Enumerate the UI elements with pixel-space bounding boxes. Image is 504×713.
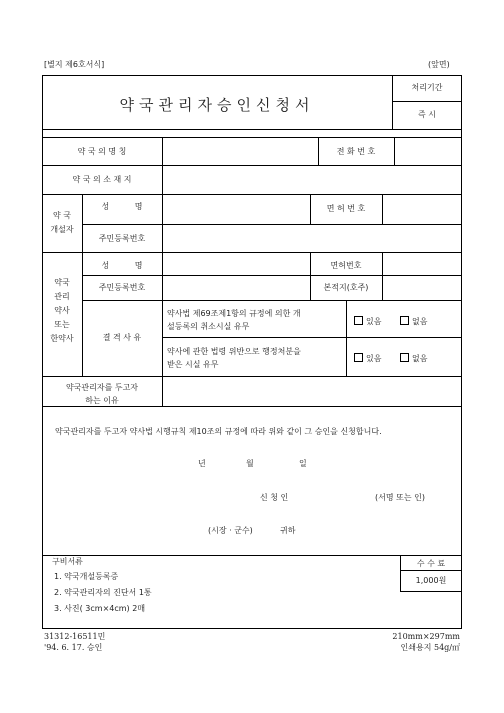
applicant-label: 신 청 인 [260, 493, 289, 502]
disqualification-item-1: 약사법 제69조제1항의 규정에 의한 개 설등록의 취소시실 유무 [167, 309, 301, 331]
manager-resident-field[interactable] [163, 276, 309, 299]
fee-value: 1,000원 [415, 576, 447, 585]
disq1-yes-option[interactable]: 있음 [354, 316, 381, 326]
disq2-yes-option[interactable]: 있음 [354, 353, 381, 363]
pharmacy-name-label: 약 국 의 명 칭 [77, 147, 127, 156]
founder-resident-field[interactable] [163, 225, 461, 251]
disq1-no-option[interactable]: 없음 [400, 316, 427, 326]
pharmacy-address-label: 약 국 의 소 재 지 [72, 175, 132, 184]
date-month: 월 [246, 459, 254, 468]
founder-resident-label: 주민등록번호 [98, 234, 146, 243]
document-item-2: 2. 약국관리자의 진단서 1통 [54, 588, 152, 597]
paper-size: 210mm×297mm [392, 632, 460, 641]
founder-name-field[interactable] [163, 195, 309, 223]
addressee-honorific: 귀하 [280, 526, 296, 535]
manager-license-label: 면허번호 [330, 261, 362, 270]
manager-license-field[interactable] [383, 253, 461, 274]
document-item-3: 3. 사진( 3cm×4cm) 2매 [54, 604, 146, 613]
manager-name-label: 성 명 [101, 261, 143, 270]
approval-date: '94. 6. 17. 승인 [44, 643, 103, 652]
document-item-1: 1. 약국개설등록증 [54, 572, 119, 581]
phone-field[interactable] [395, 138, 461, 164]
fee-label: 수 수 료 [416, 559, 446, 568]
paper-weight: 인쇄용지 54g/㎡ [400, 643, 460, 652]
manager-domicile-field[interactable] [383, 276, 461, 299]
applicant-sign-note: (서명 또는 인) [375, 493, 425, 502]
checkbox-icon[interactable] [400, 316, 409, 325]
disqualification-label: 결 격 사 유 [102, 333, 142, 342]
disqualification-item-2: 약사에 관한 법령 위반으로 행정처분을 받은 시실 유무 [167, 347, 301, 369]
date-year: 년 [198, 459, 206, 468]
manager-name-field[interactable] [163, 253, 309, 274]
founder-section-label: 약 국 개설자 [50, 211, 74, 234]
disq2-no-option[interactable]: 없음 [400, 353, 427, 363]
form-code: 31312-16511민 [44, 632, 106, 641]
processing-period-label: 처리기간 [411, 83, 443, 92]
founder-license-field[interactable] [383, 195, 461, 223]
applicant-signature-field[interactable] [300, 490, 370, 504]
phone-label: 전 화 번 호 [336, 147, 376, 156]
checkbox-icon[interactable] [400, 353, 409, 362]
form-title: 약국관리자승인신청서 [119, 96, 315, 114]
founder-license-label: 면 허 번 호 [326, 204, 366, 213]
checkbox-icon[interactable] [354, 316, 363, 325]
reason-label: 약국관리자를 두고자 하는 이유 [65, 383, 139, 405]
pharmacy-name-field[interactable] [163, 138, 317, 164]
documents-title: 구비서류 [52, 557, 83, 566]
application-statement: 약국관리자를 두고자 약사법 시행규칙 제10조의 규정에 따라 위와 같이 그 승인을 신청합니다. [55, 427, 382, 436]
reason-field[interactable] [163, 377, 461, 405]
addressee-mayor: (시장 · 군수) [208, 526, 253, 535]
checkbox-icon[interactable] [354, 353, 363, 362]
processing-period-value: 즉 시 [418, 110, 436, 119]
manager-section-label: 약국 관리 약사 또는 한약사 [50, 278, 74, 343]
page-side-label: (앞면) [428, 60, 450, 69]
manager-domicile-label: 본적지(호주) [323, 283, 369, 292]
manager-resident-label: 주민등록번호 [98, 283, 146, 292]
date-day: 일 [299, 459, 307, 468]
founder-name-label: 성 명 [101, 202, 143, 211]
pharmacy-address-field[interactable] [163, 166, 461, 193]
form-number: [별지 제6호서식] [44, 60, 105, 69]
